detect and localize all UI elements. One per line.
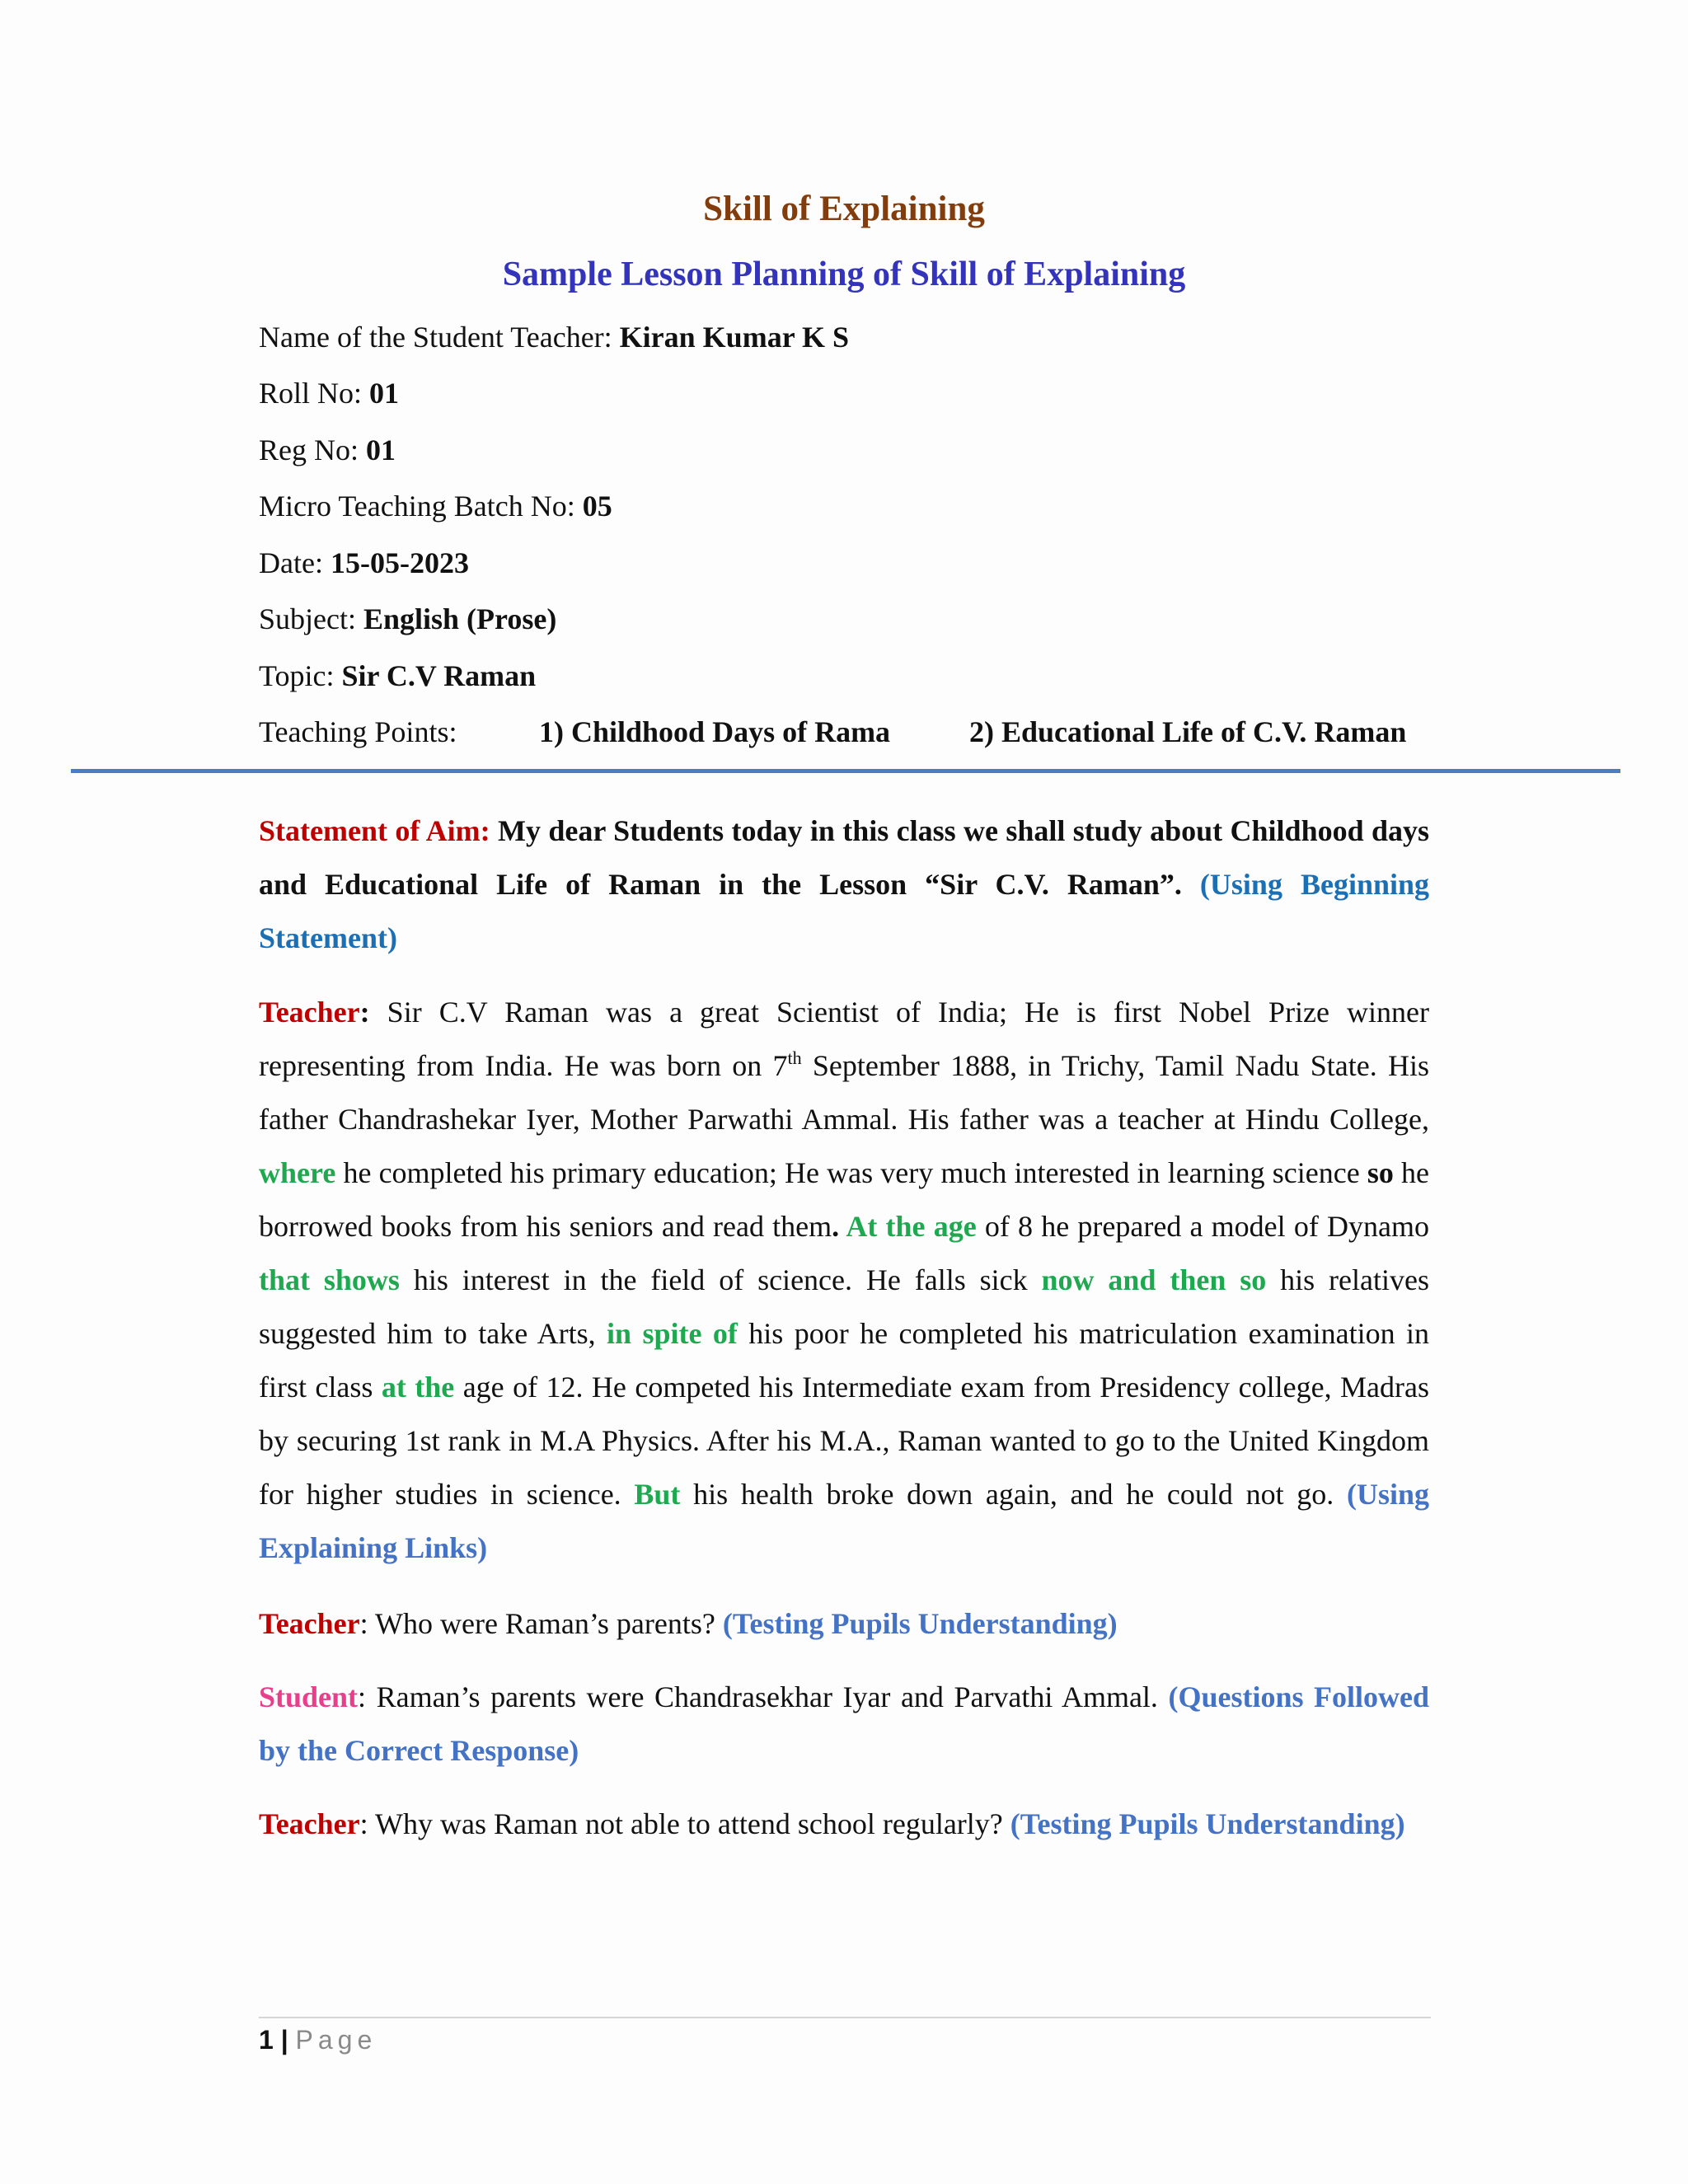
para-text: age of 12. He competed his Intermediate exam from Presidency college, Madras by securing 1st rank in M.A Physics. After his M.A., Raman wanted to go to the United Kingdom for higher studies in science. bbox=[259, 1371, 1430, 1511]
aim-text: My dear Students today in this class we shall study about Childhood days and Educational Life of Raman in the Lesson “Sir C.V. Raman”. bbox=[259, 814, 1429, 901]
explaining-link: now and then so bbox=[1041, 1263, 1267, 1296]
explaining-link: in spite of bbox=[607, 1317, 738, 1350]
meta-value: English (Prose) bbox=[363, 602, 557, 635]
meta-teaching-points bbox=[259, 712, 1429, 752]
meta-date bbox=[259, 543, 469, 583]
para-text: his interest in the field of science. He falls sick bbox=[399, 1263, 1042, 1296]
skill-note: (Testing Pupils Understanding) bbox=[722, 1607, 1118, 1640]
question-text: : Who were Raman’s parents? bbox=[359, 1607, 723, 1640]
emphasis-dot: . bbox=[832, 1210, 840, 1243]
meta-label: Micro Teaching Batch No: bbox=[259, 490, 583, 523]
speaker-label: Teacher bbox=[259, 1807, 360, 1840]
meta-reg-no bbox=[259, 430, 396, 470]
skill-note: (Questions Followed by the Correct Response) bbox=[259, 1680, 1430, 1767]
meta-value: 05 bbox=[582, 490, 612, 523]
meta-batch-no bbox=[259, 486, 612, 526]
teacher-question-1 bbox=[259, 1597, 1429, 1651]
explaining-link: But bbox=[634, 1478, 681, 1511]
teaching-point-2: 2) Educational Life of C.V. Raman bbox=[969, 715, 1407, 748]
meta-roll-no bbox=[259, 373, 399, 413]
skill-note: (Testing Pupils Understanding) bbox=[1010, 1807, 1405, 1840]
section-divider bbox=[71, 769, 1620, 773]
explaining-link: where bbox=[259, 1156, 336, 1189]
page-footer bbox=[259, 2021, 377, 2059]
label-colon: : bbox=[359, 996, 370, 1029]
ordinal-suffix: th bbox=[787, 1047, 802, 1068]
meta-value: 15-05-2023 bbox=[330, 546, 469, 579]
explaining-link: At the age bbox=[839, 1210, 977, 1243]
para-text: his relatives suggested him to take Arts, bbox=[259, 1263, 1429, 1350]
meta-student-teacher bbox=[259, 317, 849, 357]
para-text: he completed his primary education; He was very much interested in learning science bbox=[335, 1156, 1367, 1189]
para-text: his health broke down again, and he could not go. bbox=[680, 1478, 1347, 1511]
meta-subject bbox=[259, 599, 556, 639]
document-title: Skill of Explaining bbox=[703, 190, 985, 228]
meta-label: Name of the Student Teacher: bbox=[259, 321, 620, 354]
meta-label: Teaching Points: bbox=[259, 715, 457, 748]
speaker-label: Student bbox=[259, 1680, 359, 1713]
meta-label: Roll No: bbox=[259, 377, 370, 410]
statement-of-aim bbox=[259, 804, 1429, 965]
meta-label: Topic: bbox=[259, 659, 342, 692]
page-word: Page bbox=[295, 2025, 377, 2055]
speaker-label: Teacher bbox=[259, 996, 360, 1029]
student-answer-1 bbox=[259, 1671, 1429, 1778]
aim-label: Statement of Aim: bbox=[259, 814, 490, 847]
meta-value: 01 bbox=[366, 434, 396, 466]
emphasis-word: so bbox=[1367, 1156, 1394, 1189]
footer-divider bbox=[259, 2017, 1431, 2018]
aim-note: (Using Beginning Statement) bbox=[259, 868, 1430, 954]
meta-value: Kiran Kumar K S bbox=[619, 321, 850, 354]
explaining-link: at the bbox=[381, 1371, 455, 1404]
footer-separator: | bbox=[280, 2025, 288, 2055]
para-text: Sir C.V Raman was a great Scientist of India; He is first Nobel Prize winner representing from India. He was born on 7 bbox=[259, 996, 1429, 1082]
teacher-explanation bbox=[259, 986, 1429, 1575]
meta-label: Date: bbox=[259, 546, 331, 579]
meta-value: Sir C.V Raman bbox=[341, 659, 537, 692]
meta-value: 01 bbox=[369, 377, 400, 410]
para-text: September 1888, in Trichy, Tamil Nadu State. His father Chandrashekar Iyer, Mother Parwathi Ammal. His father was a teacher at Hindu College, bbox=[259, 1049, 1430, 1136]
meta-label: Subject: bbox=[259, 602, 363, 635]
meta-label: Reg No: bbox=[259, 434, 366, 466]
speaker-label: Teacher bbox=[259, 1607, 360, 1640]
answer-text: : Raman’s parents were Chandrasekhar Iyar and Parvathi Ammal. bbox=[358, 1680, 1169, 1713]
explaining-link: that shows bbox=[259, 1263, 400, 1296]
meta-topic bbox=[259, 656, 536, 696]
para-text: he borrowed books from his seniors and read them bbox=[259, 1156, 1429, 1243]
skill-note: (Using Explaining Links) bbox=[259, 1478, 1430, 1564]
teaching-point-1: 1) Childhood Days of Rama bbox=[539, 715, 891, 748]
document-subtitle: Sample Lesson Planning of Skill of Explaining bbox=[502, 255, 1186, 293]
para-text: his poor he completed his matriculation examination in first class bbox=[259, 1317, 1429, 1404]
para-text: of 8 he prepared a model of Dynamo bbox=[976, 1210, 1429, 1243]
teacher-question-2 bbox=[259, 1797, 1429, 1851]
page-number: 1 bbox=[259, 2025, 274, 2055]
question-text: : Why was Raman not able to attend school regularly? bbox=[359, 1807, 1010, 1840]
